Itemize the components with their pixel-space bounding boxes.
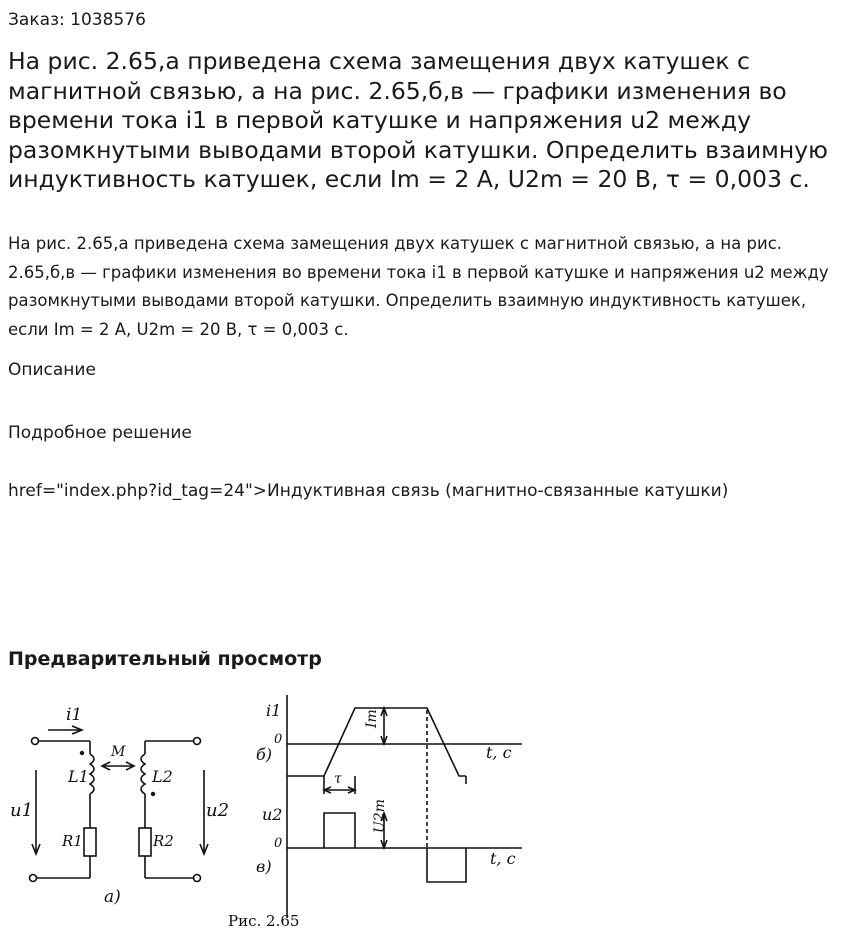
label-im: Im bbox=[364, 709, 380, 728]
terminal-bottom-left bbox=[30, 875, 37, 882]
zero-top: 0 bbox=[274, 732, 283, 747]
resistor-r1 bbox=[84, 828, 96, 856]
waveform-u2-neg bbox=[427, 848, 466, 882]
label-i1: i1 bbox=[66, 705, 83, 725]
label-a: a) bbox=[104, 887, 121, 907]
figure-caption: Рис. 2.65 bbox=[228, 912, 300, 930]
coil-l2 bbox=[141, 754, 145, 794]
label-u2: u2 bbox=[206, 800, 230, 821]
preview-heading: Предварительный просмотр bbox=[8, 648, 322, 670]
problem-title: На рис. 2.65,а приведена схема замещения двух катушек с магнитной связью, а на рис. 2.65,б,в — графики изменения во времени тока i1 в первой катушке и напряжения u2 между разомкнутыми выводами второй катушки. Определить взаимную индуктивность катушек, если Im = 2 А, U2m = 20 В, τ = 0,003 с. bbox=[8, 47, 828, 193]
label-r2: R2 bbox=[153, 832, 174, 850]
label-l1: L1 bbox=[68, 767, 89, 786]
axis-t-top: t, c bbox=[486, 743, 512, 762]
terminal-top-left bbox=[32, 738, 39, 745]
waveform-u2-pos bbox=[324, 813, 355, 848]
label-u1: u1 bbox=[10, 800, 34, 821]
label-l2: L2 bbox=[152, 767, 173, 786]
graph-u2-label: u2 bbox=[262, 805, 283, 824]
label-b: б) bbox=[256, 745, 273, 764]
terminal-bottom-right bbox=[194, 875, 201, 882]
axis-t-bottom: t, c bbox=[490, 849, 516, 868]
description-label: Описание bbox=[8, 360, 96, 380]
label-r1: R1 bbox=[62, 832, 83, 850]
label-v: в) bbox=[256, 857, 272, 876]
graph-i1-label: i1 bbox=[266, 701, 282, 720]
terminal-top-right bbox=[194, 738, 201, 745]
label-tau: τ bbox=[334, 771, 342, 787]
label-u2m: U2m bbox=[372, 799, 388, 833]
figure-svg bbox=[0, 690, 540, 944]
label-m: M bbox=[111, 744, 126, 760]
resistor-r2 bbox=[139, 828, 151, 856]
solution-label: Подробное решение bbox=[8, 423, 192, 443]
order-number: Заказ: 1038576 bbox=[8, 10, 146, 30]
coil-l1 bbox=[90, 754, 94, 794]
tag-link[interactable]: href="index.php?id_tag=24">Индуктивная связь (магнитно-связанные катушки) bbox=[8, 481, 729, 501]
problem-description: На рис. 2.65,а приведена схема замещения двух катушек с магнитной связью, а на рис. 2.65,б,в — графики изменения во времени тока i1 в первой катушке и напряжения u2 между разомкнутыми выводами второй катушки. Определить взаимную индуктивность катушек, если Im = 2 А, U2m = 20 В, τ = 0,003 с. bbox=[8, 234, 829, 339]
zero-bottom: 0 bbox=[274, 836, 283, 851]
figure-2-65 bbox=[0, 690, 540, 944]
graphs bbox=[287, 695, 522, 918]
